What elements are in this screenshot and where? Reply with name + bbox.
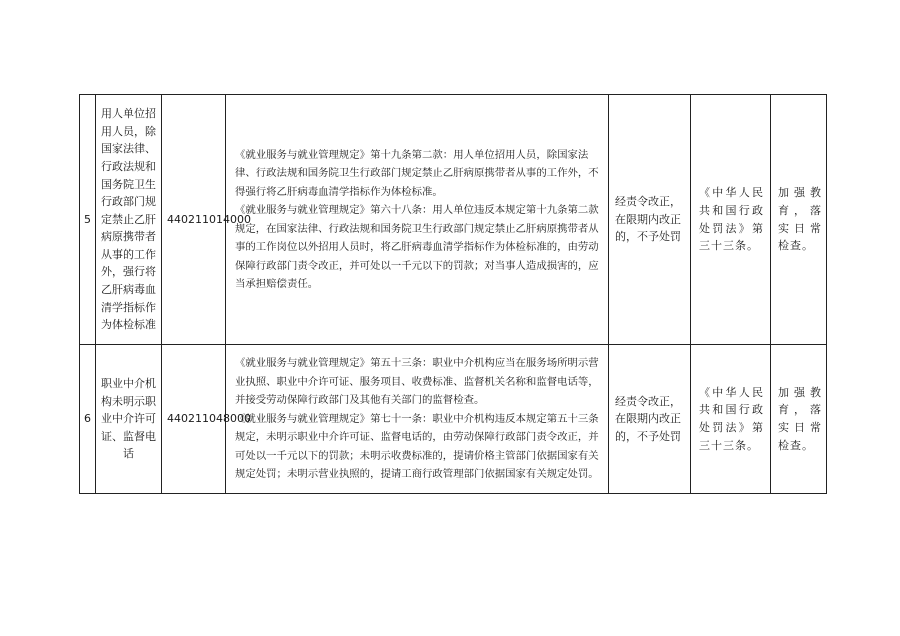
legal-basis [226, 95, 609, 345]
row-number: 6 [80, 345, 96, 494]
legal-basis-paragraph: 《就业服务与就业管理规定》第六十八条：用人单位违反本规定第十九条第二款规定，在国家法律、行政法规和国务院卫生行政部门规定禁止乙肝病原携带者从事的工作岗位以外招用人员时，将乙肝病毒血清学指标作为体检标准的，由劳动保障行政部门责令改正，并可处以一千元以下的罚款；对当事人造成损害的，应当承担赔偿责任。 [235, 204, 599, 290]
violation-item: 职业中介机构未明示职业中介许可证、监督电话 [96, 345, 162, 494]
table-row [80, 95, 827, 345]
legal-basis-paragraph: 《就业服务与就业管理规定》第十九条第二款：用人单位招用人员，除国家法律、行政法规和国务院卫生行政部门规定禁止乙肝病原携带者从事的工作外，不得强行将乙肝病毒血清学指标作为体检标准。 [235, 148, 599, 198]
law-reference: 《中华人民共和国行政处罚法》第三十三条。 [691, 345, 771, 494]
item-code: 440211048000 [162, 345, 226, 494]
legal-basis-paragraph: 《就业服务与就业管理规定》第五十三条：职业中介机构应当在服务场所明示营业执照、职业中介许可证、服务项目、收费标准、监督机关名称和监督电话等，并接受劳动保障行政部门及其他有关部门的监督检查。 [235, 357, 599, 407]
supervision-measure: 加强教育，落实日常检查。 [771, 95, 827, 345]
penalty-table [79, 94, 827, 494]
handling-measure: 经责令改正，在限期内改正的，不予处罚 [609, 95, 691, 345]
supervision-measure: 加强教育，落实日常检查。 [771, 345, 827, 494]
handling-measure: 经责令改正，在限期内改正的，不予处罚 [609, 345, 691, 494]
legal-basis [226, 345, 609, 494]
law-reference: 《中华人民共和国行政处罚法》第三十三条。 [691, 95, 771, 345]
item-code: 440211014000 [162, 95, 226, 345]
legal-basis-paragraph: 《就业服务与就业管理规定》第七十一条：职业中介机构违反本规定第五十三条规定，未明示职业中介许可证、监督电话的，由劳动保障行政部门责令改正，并可处以一千元以下的罚款；未明示收费标准的，提请价格主管部门依据国家有关规定处罚；未明示营业执照的，提请工商行政管理部门依据国家有关规定处罚。 [235, 412, 599, 481]
violation-item: 用人单位招用人员，除国家法律、行政法规和国务院卫生行政部门规定禁止乙肝病原携带者从事的工作外，强行将乙肝病毒血清学指标作为体检标准 [96, 95, 162, 345]
table-row [80, 345, 827, 494]
row-number: 5 [80, 95, 96, 345]
